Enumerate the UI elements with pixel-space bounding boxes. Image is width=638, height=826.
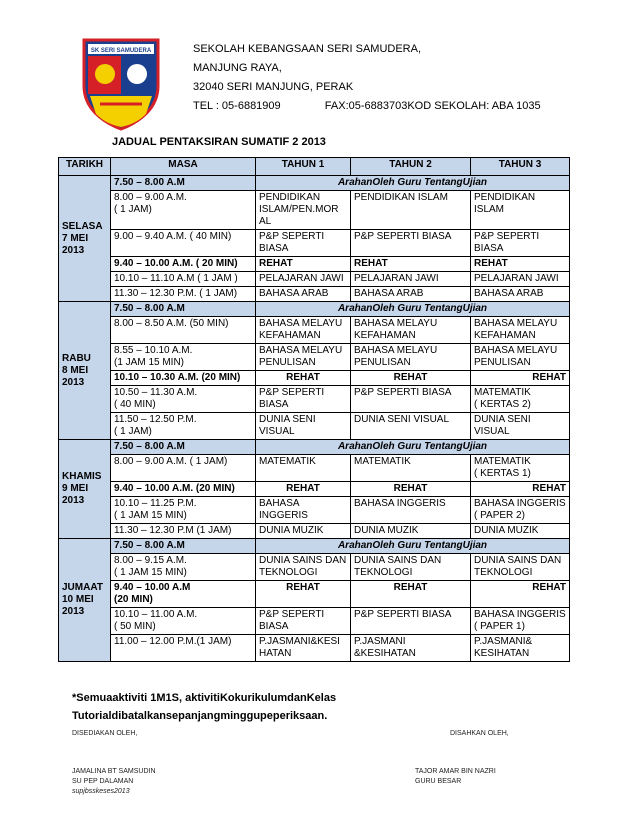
subject-cell: DUNIA MUZIK <box>471 524 570 539</box>
time-cell: 11.30 – 12.30 P.M. ( 1 JAM) <box>111 287 256 302</box>
prepared-by-label: DISEDIAKAN OLEH, <box>72 730 138 737</box>
subject-cell: DUNIA MUZIK <box>256 524 351 539</box>
address-line-1: MANJUNG RAYA, <box>193 62 282 74</box>
time-cell: 8.55 – 10.10 A.M. (1 JAM 15 MIN) <box>111 344 256 371</box>
note-line-2: Tutorialdibatalkansepanjangminggupeperiksaan. <box>72 710 328 722</box>
date-line: 2013 <box>62 376 85 388</box>
subject-cell: DUNIA SAINS DAN TEKNOLOGI <box>351 554 471 581</box>
date-line: SELASA <box>62 220 103 232</box>
subject-cell: P&P SEPERTI BIASA <box>351 230 471 257</box>
prepared-by-name: JAMALINA BT SAMSUDIN <box>72 768 156 775</box>
instruction-cell: ArahanOleh Guru TentangUjian <box>256 440 570 455</box>
subject-cell: BAHASA MELAYU PENULISAN <box>256 344 351 371</box>
date-line: 9 MEI <box>62 483 89 494</box>
time-cell: 10.10 – 10.30 A.M. (20 MIN) <box>111 371 256 386</box>
subject-cell: BAHASA MELAYU PENULISAN <box>351 344 471 371</box>
table-row <box>59 440 570 455</box>
date-line: 10 MEI <box>62 594 94 605</box>
subject-cell: DUNIA SENI VISUAL <box>351 413 471 440</box>
table-row <box>59 482 570 497</box>
subject-cell: REHAT <box>471 371 570 386</box>
subject-cell: P&P SEPERTI BIASA <box>256 230 351 257</box>
subject-cell: REHAT <box>256 581 351 608</box>
subject-cell: REHAT <box>256 482 351 497</box>
time-cell: 10.10 – 11.25 P.M. ( 1 JAM 15 MIN) <box>111 497 256 524</box>
subject-cell: P&P SEPERTI BIASA <box>351 608 471 635</box>
table-row <box>59 191 570 230</box>
subject-cell: BAHASA INGGERIS ( PAPER 2) <box>471 497 570 524</box>
time-cell: 9.40 – 10.00 A.M. (20 MIN) <box>111 482 256 497</box>
time-cell: 8.00 – 9.00 A.M. ( 1 JAM) <box>111 455 256 482</box>
column-header: TAHUN 2 <box>351 158 471 176</box>
table-header-row <box>59 158 570 176</box>
subject-cell: MATEMATIK <box>256 455 351 482</box>
subject-cell: REHAT <box>471 581 570 608</box>
table-row <box>59 317 570 344</box>
date-line: 2013 <box>62 495 85 506</box>
table-row <box>59 581 570 608</box>
subject-cell: MATEMATIK ( KERTAS 1) <box>471 455 570 482</box>
column-header: MASA <box>111 158 256 176</box>
note <box>72 689 336 725</box>
subject-cell: DUNIA SENI VISUAL <box>471 413 570 440</box>
subject-cell: BAHASA MELAYU KEFAHAMAN <box>256 317 351 344</box>
subject-cell: REHAT <box>351 257 471 272</box>
subject-cell: DUNIA SAINS DAN TEKNOLOGI <box>471 554 570 581</box>
date-cell <box>59 176 111 302</box>
subject-cell: PELAJARAN JAWI <box>471 272 570 287</box>
date-line: RABU <box>62 352 91 364</box>
subject-cell: DUNIA SENI VISUAL <box>256 413 351 440</box>
prepared-by-role: SU PEP DALAMAN <box>72 778 134 785</box>
table-row <box>59 257 570 272</box>
address-line-2: 32040 SERI MANJUNG, PERAK <box>193 81 354 93</box>
table-row <box>59 497 570 524</box>
table-row <box>59 554 570 581</box>
time-cell: 7.50 – 8.00 A.M <box>111 176 256 191</box>
subject-cell: BAHASA MELAYU KEFAHAMAN <box>351 317 471 344</box>
subject-cell: MATEMATIK ( KERTAS 2) <box>471 386 570 413</box>
table-row <box>59 230 570 257</box>
school-crest-logo <box>80 34 162 132</box>
subject-cell: BAHASA INGGERIS ( PAPER 1) <box>471 608 570 635</box>
table-row <box>59 386 570 413</box>
subject-cell: DUNIA SAINS DAN TEKNOLOGI <box>256 554 351 581</box>
table-row <box>59 413 570 440</box>
subject-cell: REHAT <box>256 257 351 272</box>
date-line: JUMAAT <box>62 582 103 593</box>
subject-cell: P.JASMANI&KESI HATAN <box>256 635 351 662</box>
subject-cell: BAHASA ARAB <box>351 287 471 302</box>
date-cell <box>59 302 111 440</box>
column-header: TAHUN 3 <box>471 158 570 176</box>
column-header: TAHUN 1 <box>256 158 351 176</box>
subject-cell: REHAT <box>471 482 570 497</box>
subject-cell: P&P SEPERTI BIASA <box>471 230 570 257</box>
table-row <box>59 608 570 635</box>
time-cell: 10.10 – 11.10 A.M ( 1 JAM ) <box>111 272 256 287</box>
column-header: TARIKH <box>59 158 111 176</box>
table-row <box>59 344 570 371</box>
tel-number: TEL : 05-6881909 <box>193 100 281 112</box>
subject-cell: BAHASA ARAB <box>256 287 351 302</box>
contact-line <box>193 97 541 116</box>
table-row <box>59 302 570 317</box>
subject-cell: REHAT <box>351 581 471 608</box>
date-cell <box>59 539 111 662</box>
time-cell: 9.00 – 9.40 A.M. ( 40 MIN) <box>111 230 256 257</box>
note-line-1: *Semuaaktiviti 1M1S, aktivitiKokurikulumdanKelas <box>72 692 337 704</box>
subject-cell: REHAT <box>256 371 351 386</box>
time-cell: 11.50 – 12.50 P.M. ( 1 JAM) <box>111 413 256 440</box>
subject-cell: DUNIA MUZIK <box>351 524 471 539</box>
time-cell: 11.00 – 12.00 P.M.(1 JAM) <box>111 635 256 662</box>
subject-cell: REHAT <box>471 257 570 272</box>
school-header <box>193 40 541 116</box>
date-line: 8 MEI <box>62 364 89 376</box>
document-reference: supjbsskeses2013 <box>72 788 130 795</box>
table-row <box>59 287 570 302</box>
schedule-title: JADUAL PENTAKSIRAN SUMATIF 2 2013 <box>112 136 326 148</box>
school-name: SEKOLAH KEBANGSAAN SERI SAMUDERA, <box>193 43 422 55</box>
time-cell: 9.40 – 10.00 A.M (20 MIN) <box>111 581 256 608</box>
time-cell: 11.30 – 12.30 P.M (1 JAM) <box>111 524 256 539</box>
subject-cell: PENDIDIKAN ISLAM <box>471 191 570 230</box>
approved-by-label: DISAHKAN OLEH, <box>450 730 509 737</box>
time-cell: 7.50 – 8.00 A.M <box>111 440 256 455</box>
subject-cell: PELAJARAN JAWI <box>256 272 351 287</box>
time-cell: 8.00 – 9.15 A.M. ( 1 JAM 15 MIN) <box>111 554 256 581</box>
fax-school-code: FAX:05-6883703KOD SEKOLAH: ABA 1035 <box>324 100 541 112</box>
date-line: 7 MEI <box>62 232 89 244</box>
subject-cell: P.JASMANI &KESIHATAN <box>351 635 471 662</box>
subject-cell: MATEMATIK <box>351 455 471 482</box>
subject-cell: BAHASA MELAYU KEFAHAMAN <box>471 317 570 344</box>
subject-cell: REHAT <box>351 371 471 386</box>
logo-text: SK SERI SAMUDERA <box>90 48 152 54</box>
table-row <box>59 455 570 482</box>
time-cell: 10.10 – 11.00 A.M. ( 50 MIN) <box>111 608 256 635</box>
subject-cell: BAHASA MELAYU PENULISAN <box>471 344 570 371</box>
subject-cell: P&P SEPERTI BIASA <box>256 608 351 635</box>
time-cell: 9.40 – 10.00 A.M. ( 20 MIN) <box>111 257 256 272</box>
subject-cell: REHAT <box>351 482 471 497</box>
subject-cell: PENDIDIKAN ISLAM/PEN.MOR AL <box>256 191 351 230</box>
table-row <box>59 539 570 554</box>
instruction-cell: ArahanOleh Guru TentangUjian <box>256 302 570 317</box>
time-cell: 7.50 – 8.00 A.M <box>111 539 256 554</box>
subject-cell: P.JASMANI& KESIHATAN <box>471 635 570 662</box>
subject-cell: P&P SEPERTI BIASA <box>256 386 351 413</box>
date-cell <box>59 440 111 539</box>
subject-cell: PELAJARAN JAWI <box>351 272 471 287</box>
table-row <box>59 371 570 386</box>
exam-schedule-table <box>58 157 570 662</box>
date-line: 2013 <box>62 606 85 617</box>
subject-cell: PENDIDIKAN ISLAM <box>351 191 471 230</box>
subject-cell: BAHASA INGGERIS <box>256 497 351 524</box>
instruction-cell: ArahanOleh Guru TentangUjian <box>256 176 570 191</box>
table-row <box>59 524 570 539</box>
subject-cell: BAHASA ARAB <box>471 287 570 302</box>
subject-cell: BAHASA INGGERIS <box>351 497 471 524</box>
date-line: KHAMIS <box>62 471 102 482</box>
subject-cell: P&P SEPERTI BIASA <box>351 386 471 413</box>
table-row <box>59 635 570 662</box>
instruction-cell: ArahanOleh Guru TentangUjian <box>256 539 570 554</box>
time-cell: 8.00 – 8.50 A.M. (50 MIN) <box>111 317 256 344</box>
time-cell: 8.00 – 9.00 A.M. ( 1 JAM) <box>111 191 256 230</box>
date-line: 2013 <box>62 244 85 256</box>
approved-by-name: TAJOR AMAR BIN NAZRI <box>415 768 496 775</box>
table-row <box>59 272 570 287</box>
table-row <box>59 176 570 191</box>
approved-by-role: GURU BESAR <box>415 778 462 785</box>
time-cell: 10.50 – 11.30 A.M. ( 40 MIN) <box>111 386 256 413</box>
time-cell: 7.50 – 8.00 A.M <box>111 302 256 317</box>
